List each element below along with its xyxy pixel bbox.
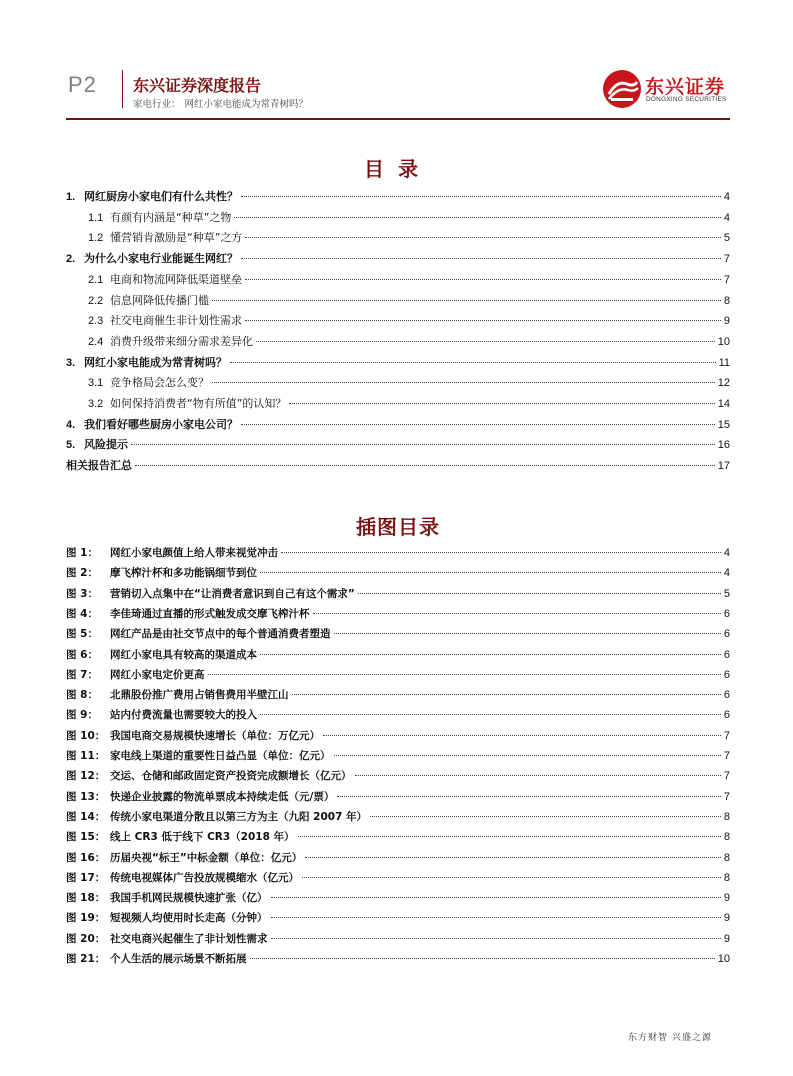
figure-entry[interactable]: [66, 707, 730, 725]
figure-label: 图 17：: [66, 871, 106, 884]
figure-page: 8: [723, 810, 730, 823]
figure-caption: 营销切入点集中在“让消费者意识到自己有这个需求”: [110, 587, 355, 600]
toc-entry-number: 2.3: [88, 315, 104, 328]
toc-entry-text: 社交电商催生非计划性需求: [110, 314, 242, 328]
figure-page: 9: [723, 892, 730, 905]
toc-entry-title: [66, 416, 238, 432]
toc-entry-title: [66, 250, 238, 266]
header-rule: [66, 118, 730, 120]
toc-entry-number: 2.: [66, 253, 76, 266]
report-title: 东兴证券深度报告: [133, 76, 262, 95]
toc-entry-page: 12: [717, 377, 730, 390]
toc-entry-text: 为什么小家电行业能诞生网红？: [84, 252, 238, 266]
figure-entry[interactable]: [66, 667, 730, 685]
toc-entry-title: [66, 333, 253, 349]
leader-dots: [298, 836, 721, 837]
toc-entry-title: [66, 395, 286, 411]
toc-entry-number: 2.2: [88, 294, 104, 307]
leader-dots: [271, 917, 721, 918]
leader-dots: [135, 465, 715, 466]
figure-caption: 北鼎股份推广费用占销售费用半壁江山: [110, 689, 289, 702]
toc-entry-number: 4.: [66, 418, 76, 431]
figure-caption: 摩飞榨汁杯和多功能锅细节到位: [110, 567, 257, 580]
toc-entry-number: 3.: [66, 356, 76, 369]
leader-dots: [289, 403, 714, 404]
figure-entry[interactable]: [66, 890, 730, 908]
toc-entry-text: 竞争格局会怎么变？: [110, 376, 209, 390]
leader-dots: [230, 362, 716, 363]
leader-dots: [334, 755, 721, 756]
leader-dots: [241, 424, 715, 425]
toc-entry-page: 10: [717, 335, 730, 348]
leader-dots: [337, 796, 721, 797]
leader-dots: [292, 694, 721, 695]
leader-dots: [370, 816, 721, 817]
leader-dots: [245, 320, 721, 321]
figure-entry[interactable]: [66, 951, 730, 969]
figure-caption: 线上 CR3 低于线下 CR3（2018 年）: [110, 831, 295, 844]
toc-entry[interactable]: [66, 457, 730, 475]
leader-dots: [212, 300, 721, 301]
figure-caption: 快递企业披露的物流单票成本持续走低（元/票）: [110, 790, 335, 803]
figure-entry[interactable]: [66, 850, 730, 868]
figure-caption: 站内付费流量也需要较大的投入: [110, 709, 257, 722]
leader-dots: [131, 444, 715, 445]
leader-dots: [245, 279, 721, 280]
toc-entry-page: 4: [723, 211, 730, 224]
leader-dots: [313, 613, 721, 614]
toc-entry[interactable]: [66, 354, 730, 372]
industry-label: 家电行业：: [133, 99, 181, 110]
figure-label: 图 18：: [66, 892, 106, 905]
header-divider: [122, 70, 123, 108]
toc-entry-title: [66, 271, 242, 287]
toc-entry-page: 11: [718, 356, 730, 369]
toc-entry-text: 有颜有内涵是“种草”之物: [110, 210, 232, 224]
toc-entry[interactable]: [66, 229, 730, 247]
toc-entry[interactable]: [66, 292, 730, 310]
leader-dots: [234, 217, 720, 218]
toc-title: 目录: [364, 157, 432, 181]
leader-dots: [250, 958, 715, 959]
figure-page: 8: [723, 851, 730, 864]
page-header: [0, 0, 793, 125]
toc-entry-text: 信息网降低传播门槛: [110, 293, 209, 307]
figure-label: 图 7：: [66, 668, 98, 681]
leader-dots: [260, 654, 721, 655]
figure-page: 6: [723, 648, 730, 661]
figure-caption: 短视频人均使用时长走高（分钟）: [110, 912, 268, 925]
figure-label: 图 6：: [66, 648, 98, 661]
leader-dots: [302, 877, 721, 878]
figure-page: 10: [717, 953, 730, 965]
figure-label: 图 4：: [66, 607, 98, 620]
toc-entry-title: [66, 292, 209, 308]
toc-entry[interactable]: [66, 436, 730, 454]
figure-page: 6: [723, 628, 730, 641]
leader-dots: [245, 237, 720, 238]
toc-entry-page: 8: [723, 294, 730, 307]
figure-entry[interactable]: [66, 748, 730, 766]
figure-entry[interactable]: [66, 565, 730, 583]
figure-entry[interactable]: [66, 768, 730, 786]
figure-label: 图 21：: [66, 953, 106, 965]
toc-entry-page: 5: [723, 232, 730, 245]
toc-entry-text: 如何保持消费者“物有所值”的认知？: [110, 397, 287, 410]
toc-entry-page: 7: [723, 253, 730, 266]
figure-label: 图 5：: [66, 628, 98, 641]
figure-entry[interactable]: [66, 687, 730, 705]
figure-page: 7: [723, 790, 730, 803]
figure-page: 9: [723, 912, 730, 925]
figure-caption: 我国电商交易规模快速增长（单位：万亿元）: [110, 729, 320, 742]
toc-entry-title: [66, 374, 209, 390]
toc-entry-page: 16: [717, 439, 730, 452]
toc-entry[interactable]: [66, 250, 730, 268]
leader-dots: [334, 633, 721, 634]
toc-entry-text: 相关报告汇总: [66, 459, 132, 473]
leader-dots: [281, 552, 721, 553]
subtitle-text: 网红小家电能成为常青树吗？: [184, 99, 309, 110]
figure-entry[interactable]: [66, 809, 730, 827]
leader-dots: [358, 593, 721, 594]
leader-dots: [271, 897, 721, 898]
figure-entry[interactable]: [66, 626, 730, 644]
leader-dots: [241, 196, 721, 197]
figure-entry[interactable]: [66, 586, 730, 604]
toc-entry[interactable]: [66, 374, 730, 392]
leader-dots: [241, 258, 721, 259]
toc-entry-text: 消费升级带来细分需求差异化: [110, 334, 253, 348]
toc-entry-title: [66, 188, 238, 204]
figure-caption: 网红小家电颜值上给人带来视觉冲击: [110, 547, 278, 559]
figure-caption: 传统小家电渠道分散且以第三方为主（九阳 2007 年）: [110, 810, 368, 823]
toc-entry[interactable]: [66, 416, 730, 434]
leader-dots: [260, 572, 721, 573]
toc-entry-text: 网红小家电能成为常青树吗？: [84, 355, 227, 369]
figure-caption: 李佳琦通过直播的形式触发成交摩飞榨汁杯: [110, 607, 310, 620]
toc-entry-title: [66, 436, 128, 452]
figure-page: 9: [723, 932, 730, 945]
figure-caption: 传统电视媒体广告投放规模缩水（亿元）: [110, 871, 299, 884]
toc-entry-number: 3.1: [88, 377, 104, 390]
toc-entry-number: 2.4: [88, 335, 104, 348]
figure-page: 4: [723, 547, 730, 559]
toc-entry-title: [66, 312, 242, 328]
figure-label: 图 14：: [66, 810, 106, 823]
leader-dots: [305, 857, 721, 858]
leader-dots: [323, 735, 721, 736]
figure-label: 图 13：: [66, 790, 106, 803]
figure-entry[interactable]: [66, 910, 730, 928]
toc-entry-page: 4: [723, 191, 730, 203]
figure-label: 图 12：: [66, 770, 106, 783]
figure-entry[interactable]: [66, 931, 730, 949]
figure-page: 6: [723, 668, 730, 681]
figure-caption: 网红小家电定价更高: [110, 668, 205, 681]
toc-entry-number: 5.: [66, 439, 76, 452]
figure-label: 图 19：: [66, 912, 106, 925]
toc-entry-number: 1.1: [88, 211, 104, 224]
figure-label: 图 16：: [66, 851, 106, 864]
toc-entry-page: 17: [717, 460, 730, 473]
figure-page: 6: [723, 607, 730, 620]
toc-entry[interactable]: [66, 271, 730, 289]
toc-entry-page: 9: [723, 315, 730, 328]
figure-page: 7: [723, 770, 730, 783]
logo-text-en: DONGXING SECURITIES: [646, 96, 727, 103]
toc-entry-title: [66, 457, 132, 473]
leader-dots: [355, 775, 721, 776]
figure-entry[interactable]: [66, 870, 730, 888]
toc-entry-title: [66, 354, 227, 370]
figure-entry[interactable]: [66, 789, 730, 807]
toc-entry-text: 风险提示: [84, 438, 128, 452]
figure-page: 6: [723, 689, 730, 702]
figure-caption: 交运、仓储和邮政固定资产投资完成额增长（亿元）: [110, 770, 352, 783]
leader-dots: [208, 674, 721, 675]
logo-text-cn: 东兴证券: [645, 76, 726, 98]
figure-page: 8: [723, 871, 730, 884]
toc-entry-text: 懂营销肯激励是“种草”之方: [110, 231, 243, 245]
figure-caption: 网红产品是由社交节点中的每个普通消费者塑造: [110, 628, 331, 641]
company-logo: [601, 68, 731, 112]
toc-entry[interactable]: [66, 333, 730, 351]
figure-page: 6: [723, 709, 730, 722]
toc-entry-text: 电商和物流网降低渠道壁垒: [110, 272, 242, 286]
figure-entry[interactable]: [66, 647, 730, 665]
toc-entry-title: [66, 229, 242, 245]
toc-entry-text: 我们看好哪些厨房小家电公司？: [84, 417, 238, 431]
figure-entry[interactable]: [66, 829, 730, 847]
figure-page: 8: [723, 831, 730, 844]
toc-entry-number: 1.2: [88, 232, 104, 245]
toc-entry-number: 2.1: [88, 273, 104, 286]
figure-label: 图 11：: [66, 750, 106, 762]
page-number: P2: [68, 72, 97, 97]
figure-caption: 网红小家电具有较高的渠道成本: [110, 648, 257, 661]
report-subtitle: [133, 96, 312, 110]
figure-label: 图 3：: [66, 587, 98, 600]
figure-page: 7: [723, 750, 730, 762]
figure-entry[interactable]: [66, 606, 730, 624]
toc-entry-page: 7: [723, 273, 730, 286]
figure-label: 图 8：: [66, 689, 98, 702]
figure-caption: 个人生活的展示场景不断拓展: [110, 953, 247, 965]
leader-dots: [256, 341, 715, 342]
toc-entry-page: 14: [717, 398, 730, 410]
figure-entry[interactable]: [66, 728, 730, 746]
figure-entry[interactable]: [66, 545, 730, 563]
logo-emblem-icon: [601, 68, 643, 110]
toc-entry[interactable]: [66, 312, 730, 330]
toc-entry-title: [66, 209, 231, 225]
figure-caption: 我国手机网民规模快速扩张（亿）: [110, 892, 268, 905]
figure-label: 图 9：: [66, 709, 98, 722]
footer-slogan: 东方财智 兴盛之源: [628, 1033, 712, 1043]
toc-entry-number: 3.2: [88, 398, 104, 410]
figure-caption: 历届央视“标王”中标金额（单位：亿元）: [110, 851, 303, 864]
leader-dots: [212, 382, 715, 383]
figure-page: 7: [723, 729, 730, 742]
figure-caption: 家电线上渠道的重要性日益凸显（单位：亿元）: [110, 750, 331, 762]
toc-entry-page: 15: [717, 418, 730, 431]
leader-dots: [260, 714, 721, 715]
toc-entry[interactable]: [66, 395, 730, 413]
figure-page: 5: [723, 587, 730, 600]
figure-caption: 社交电商兴起催生了非计划性需求: [110, 932, 268, 945]
toc-entry-text: 网红厨房小家电们有什么共性？: [84, 190, 238, 203]
toc-entry[interactable]: [66, 188, 730, 206]
figure-label: 图 1：: [66, 547, 98, 559]
figure-label: 图 2：: [66, 567, 98, 580]
figure-page: 4: [723, 567, 730, 580]
toc-entry-number: 1.: [66, 191, 76, 203]
figure-label: 图 15：: [66, 831, 106, 844]
figure-label: 图 10：: [66, 729, 106, 742]
leader-dots: [271, 938, 721, 939]
figure-label: 图 20：: [66, 932, 106, 945]
toc-entry[interactable]: [66, 209, 730, 227]
figures-title: 插图目录: [356, 515, 440, 539]
